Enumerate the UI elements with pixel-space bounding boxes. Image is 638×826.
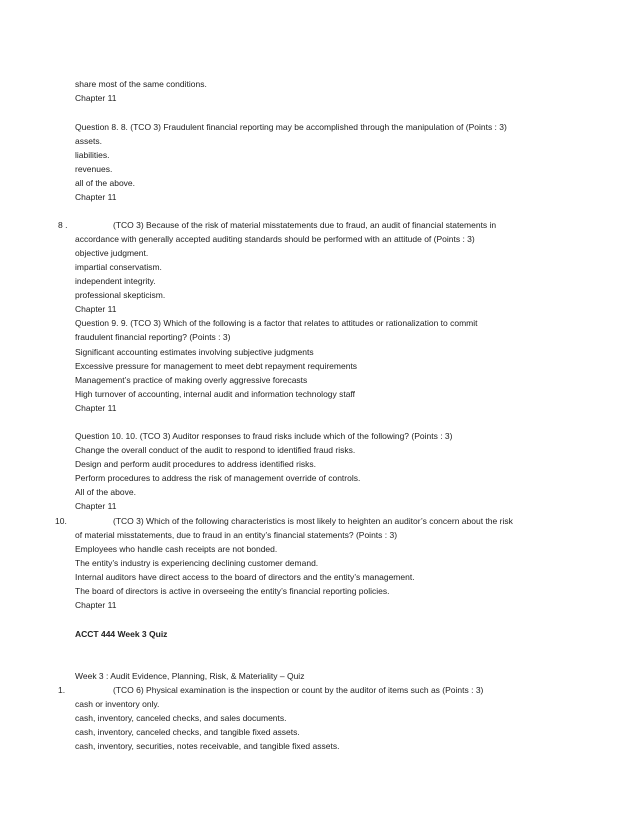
answer-option: all of the above. bbox=[75, 178, 136, 188]
answer-option: cash or inventory only. bbox=[75, 699, 160, 709]
quiz-title: Week 3 : Audit Evidence, Planning, Risk, & Materiality – Quiz bbox=[75, 671, 305, 681]
question-8-heading: Question 8. 8. (TCO 3) Fraudulent financial reporting may be accomplished through the manipulation of (Points : 3) bbox=[75, 122, 507, 132]
chapter-ref: Chapter 11 bbox=[75, 304, 117, 314]
chapter-ref: Chapter 11 bbox=[75, 192, 117, 202]
question-text: accordance with generally accepted auditing standards should be performed with an attitude of (Points : 3) bbox=[75, 234, 475, 244]
text-line: share most of the same conditions. bbox=[75, 79, 207, 89]
question-number: 1. bbox=[58, 685, 66, 695]
answer-option: All of the above. bbox=[75, 487, 136, 497]
answer-option: Design and perform audit procedures to address identified risks. bbox=[75, 459, 316, 469]
answer-option: professional skepticism. bbox=[75, 290, 166, 300]
answer-option: Change the overall conduct of the audit to respond to identified fraud risks. bbox=[75, 445, 356, 455]
answer-option: cash, inventory, canceled checks, and tangible fixed assets. bbox=[75, 727, 300, 737]
answer-option: cash, inventory, canceled checks, and sales documents. bbox=[75, 713, 287, 723]
question-number: 10. bbox=[55, 516, 67, 526]
answer-option: The board of directors is active in overseeing the entity’s financial reporting policies. bbox=[75, 586, 390, 596]
chapter-ref: Chapter 11 bbox=[75, 600, 117, 610]
question-text: of material misstatements, due to fraud in an entity’s financial statements? (Points : 3) bbox=[75, 530, 398, 540]
chapter-ref: Chapter 11 bbox=[75, 403, 117, 413]
answer-option: Employees who handle cash receipts are not bonded. bbox=[75, 544, 278, 554]
chapter-ref: Chapter 11 bbox=[75, 93, 117, 103]
answer-option: High turnover of accounting, internal audit and information technology staff bbox=[75, 389, 356, 399]
answer-option: Management’s practice of making overly aggressive forecasts bbox=[75, 375, 308, 385]
answer-option: Internal auditors have direct access to the board of directors and the entity’s management. bbox=[75, 572, 415, 582]
answer-option: Excessive pressure for management to meet debt repayment requirements bbox=[75, 361, 358, 371]
answer-option: Perform procedures to address the risk of management override of controls. bbox=[75, 473, 361, 483]
question-9-heading: Question 9. 9. (TCO 3) Which of the following is a factor that relates to attitudes or rationalization to commit bbox=[75, 318, 478, 328]
question-number: 8 . bbox=[58, 220, 68, 230]
answer-option: revenues. bbox=[75, 164, 113, 174]
answer-option: assets. bbox=[75, 136, 102, 146]
question-text: (TCO 3) Because of the risk of material misstatements due to fraud, an audit of financial statements in bbox=[113, 220, 497, 230]
answer-option: Significant accounting estimates involving subjective judgments bbox=[75, 347, 314, 357]
section-heading: ACCT 444 Week 3 Quiz bbox=[75, 629, 168, 639]
question-10-heading: Question 10. 10. (TCO 3) Auditor responses to fraud risks include which of the following? (Points : 3) bbox=[75, 431, 453, 441]
question-text: fraudulent financial reporting? (Points : 3) bbox=[75, 332, 231, 342]
question-text: (TCO 3) Which of the following characteristics is most likely to heighten an auditor’s concern about the risk bbox=[113, 516, 513, 526]
answer-option: independent integrity. bbox=[75, 276, 156, 286]
answer-option: cash, inventory, securities, notes receivable, and tangible fixed assets. bbox=[75, 741, 340, 751]
answer-option: objective judgment. bbox=[75, 248, 149, 258]
answer-option: liabilities. bbox=[75, 150, 110, 160]
answer-option: impartial conservatism. bbox=[75, 262, 162, 272]
answer-option: The entity’s industry is experiencing declining customer demand. bbox=[75, 558, 319, 568]
chapter-ref: Chapter 11 bbox=[75, 501, 117, 511]
question-text: (TCO 6) Physical examination is the inspection or count by the auditor of items such as (Points : 3) bbox=[113, 685, 484, 695]
